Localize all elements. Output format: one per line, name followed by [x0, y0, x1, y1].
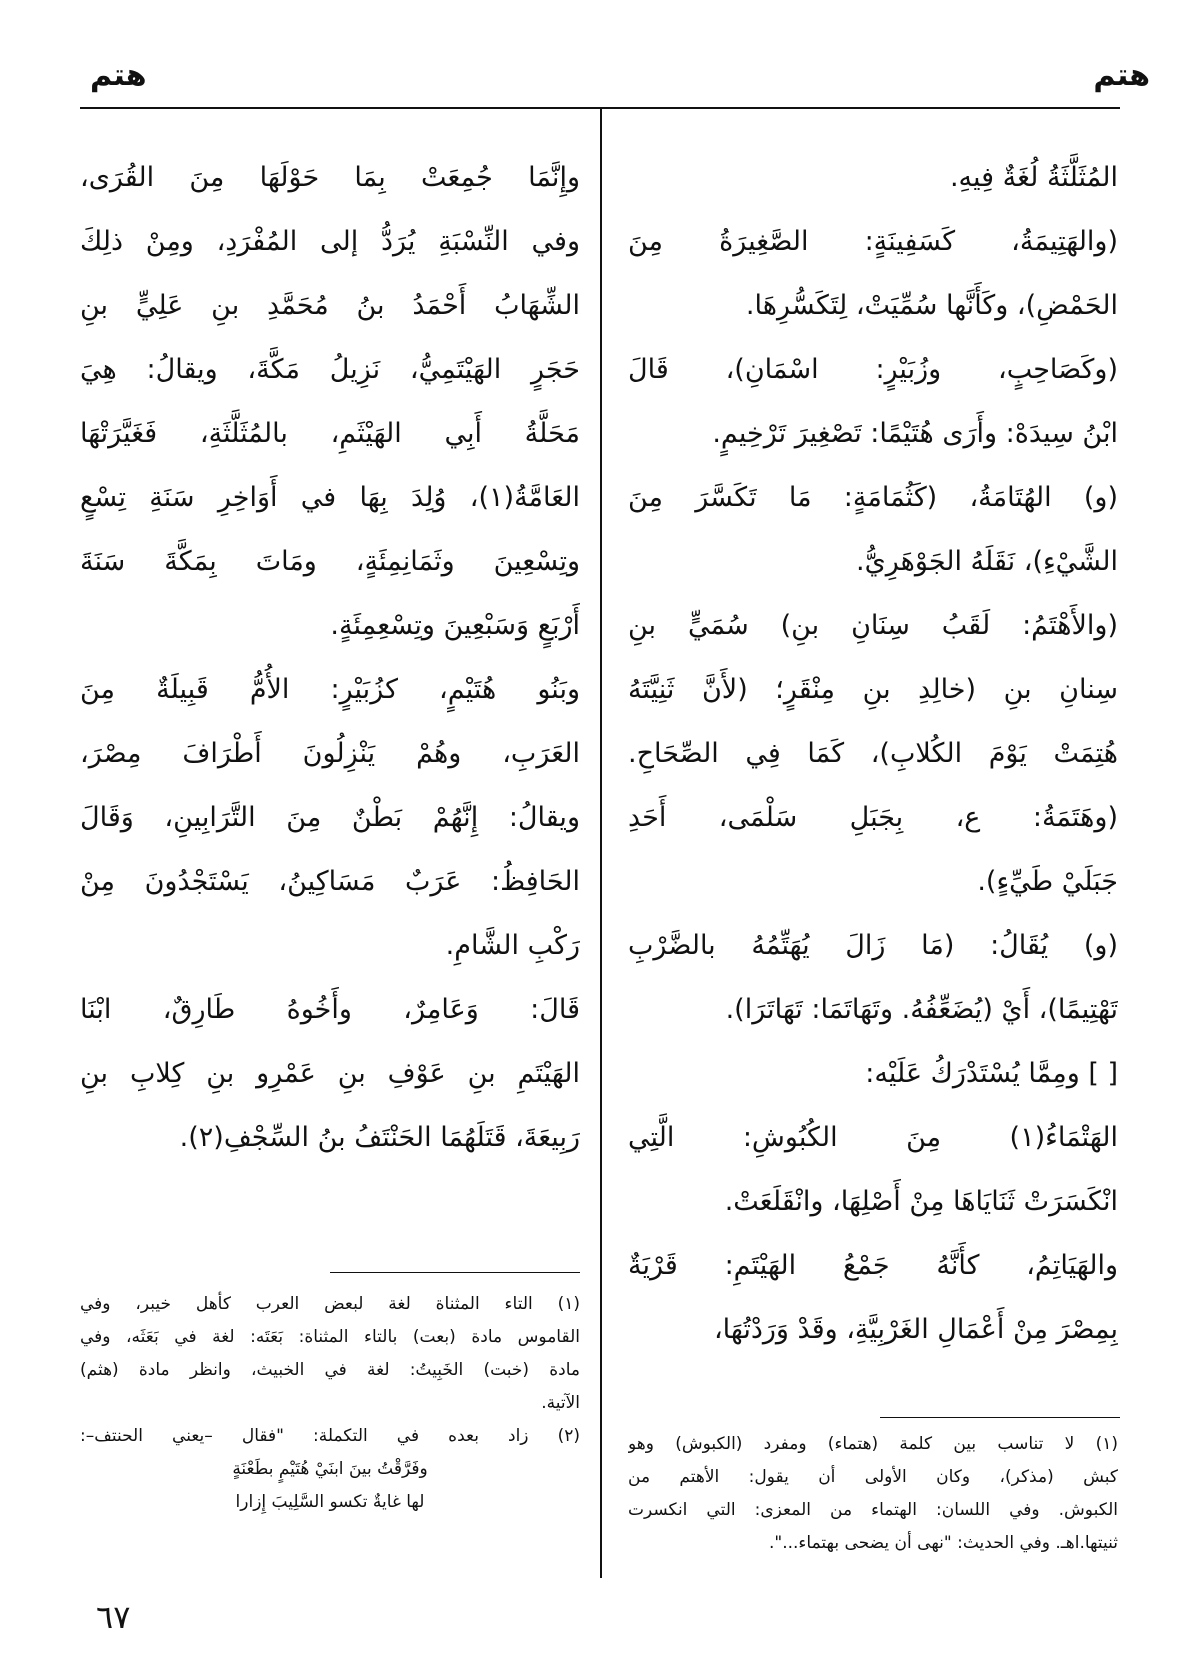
text-line: رَكْبِ الشَّامِ. [445, 930, 580, 961]
footnotes-right [628, 1428, 1118, 1560]
footnote-line: وفَرَّقْتُ بينَ ابنَيْ هُتَيْمٍ بطَعْنَةٍ [232, 1459, 428, 1479]
text-line: الحَافِظُ: عَرَبٌ مَسَاكِينُ، يَسْتَجْدُونَ مِنْ [80, 866, 580, 897]
footnote-rule-right [880, 1417, 1120, 1418]
page-number: ٦٧ [96, 1598, 131, 1636]
text-line: وفي النِّسْبَةِ يُرَدُّ إلى المُفْرَدِ، ومِنْ ذلِكَ [80, 226, 580, 257]
footnote-line: مادة (خبت) الخَبِيتُ: لغة في الخبيث، وانظر مادة (هثم) [80, 1360, 580, 1380]
text-line: (وهَتَمَةُ: ع، بِجَبَلِ سَلْمَى، أَحَدِ [628, 802, 1118, 833]
text-line: بِمِصْرَ مِنْ أَعْمَالِ الغَرْبِيَّةِ، وقَدْ وَرَدْتُهَا، [713, 1314, 1118, 1345]
text-line: سِنانِ بنِ (خالِدِ بنِ مِنْقَرٍ؛ (لأَنَّ ثَنِيَّتَهُ [628, 674, 1118, 705]
text-line: وتِسْعِينَ وثَمَانِمِئَةٍ، ومَاتَ بِمَكَّةَ سَنَةَ [80, 546, 580, 577]
text-line: ابْنُ سِيدَهْ: وأَرَى هُتَيْمًا: تَصْغِيرَ تَرْخِيمٍ. [712, 418, 1118, 449]
column-divider [600, 108, 602, 1578]
text-line: أَرْبَعٍ وَسَبْعِينَ وتِسْعِمِئَةٍ. [330, 610, 580, 641]
footnote-line: (١) لا تناسب بين كلمة (هتماء) ومفرد (الكبوش) وهو [628, 1434, 1118, 1454]
text-line: قَالَ: وَعَامِرٌ، وأَخُوهُ طَارِقٌ، ابْنَا [80, 994, 580, 1025]
footnote-line: كبش (مذكر)، وكان الأولى أن يقول: الأهتم من [628, 1467, 1118, 1487]
left-column [80, 146, 580, 1170]
text-line: تَهْتِيمًا)، أَيْ (يُضَعِّفُهُ. وتَهَاتَمَا: تَهَاتَرَا). [725, 994, 1118, 1025]
text-line: (و) الهُتَامَةُ، (كَثُمَامَةٍ: مَا تَكَسَّرَ مِنَ [628, 482, 1118, 513]
running-header-left: هتم [90, 58, 147, 93]
text-line: الهَيْتَمِ بنِ عَوْفِ بنِ عَمْرِو بنِ كِلابِ بنِ [80, 1058, 580, 1089]
text-line: انْكَسَرَتْ ثَنَايَاهَا مِنْ أَصْلِهَا، وانْقَلَعَتْ. [724, 1186, 1118, 1217]
footnotes-left [80, 1288, 580, 1519]
text-line: (وكَصَاحِبٍ، وزُبَيْرٍ: اسْمَانِ)، قَالَ [628, 354, 1118, 385]
text-line: وإِنَّمَا جُمِعَتْ بِمَا حَوْلَهَا مِنَ القُرَى، [80, 162, 580, 193]
right-column [628, 146, 1118, 1362]
text-line: ويقالُ: إِنَّهُمْ بَطْنٌ مِنَ التَّرَابِينِ، وَقَالَ [80, 802, 580, 833]
text-line: العَرَبِ، وهُمْ يَنْزِلُونَ أَطْرَافَ مِصْرَ، [80, 738, 580, 769]
text-line: حَجَرٍ الهَيْتَمِيُّ، نَزِيلُ مَكَّةَ، ويقالُ: هِيَ [80, 354, 580, 385]
text-line: الشَّيْءِ)، نَقَلَهُ الجَوْهَرِيُّ. [856, 546, 1118, 577]
footnote-line: (٢) زاد بعده في التكملة: "فقال –يعني الحنتف–: [80, 1426, 580, 1446]
footnote-line: لها غايةٌ تكسو السَّلِيبَ إِزارا [235, 1492, 425, 1512]
text-line: والهَيَاتِمُ، كأَنَّهُ جَمْعُ الهَيْتَمِ: قَرْيَةٌ [628, 1250, 1118, 1281]
footnote-line: الآتية. [541, 1393, 580, 1413]
text-line: (والهَتِيمَةُ، كَسَفِينَةٍ: الصَّغِيرَةُ مِنَ [628, 226, 1118, 257]
text-line: الحَمْضِ)، وكَأَنَّها سُمِّيَتْ، لِتَكَسُّرِهَا. [745, 290, 1118, 321]
footnote-line: ثنيتها.اهـ. وفي الحديث: "نهى أن يضحى بهتماء...". [768, 1533, 1118, 1553]
text-line: رَبِيعَةَ، قَتَلَهُمَا الحَنْتَفُ بنُ السِّجْفِ(٢). [179, 1122, 580, 1153]
text-line: الهَتْمَاءُ(١) مِنَ الكُبُوشِ: الَّتِي [628, 1122, 1118, 1153]
text-line: الشِّهَابُ أَحْمَدُ بنُ مُحَمَّدِ بنِ عَلِيٍّ بنِ [80, 290, 580, 321]
text-line: [ ] ومِمَّا يُسْتَدْرَكُ عَلَيْه: [865, 1058, 1118, 1089]
text-line: المُثَلَّثَةُ لُغَةٌ فِيهِ. [949, 162, 1118, 193]
text-line: (والأَهْتَمُ: لَقَبُ سِنَانِ بنِ) سُمَيٍّ بنِ [628, 610, 1118, 641]
text-line: (و) يُقَالُ: (مَا زَالَ يُهَتِّمُهُ بالضَّرْبِ [628, 930, 1118, 961]
text-line: جَبَلَيْ طَيِّءٍ). [977, 866, 1118, 897]
running-header-right: هتم [1093, 58, 1150, 93]
footnote-rule-left [330, 1272, 580, 1273]
text-line: هُتِمَتْ يَوْمَ الكُلابِ)، كَمَا فِي الصِّحَاحِ. [628, 738, 1118, 769]
footnote-line: القاموس مادة (بعت) بالتاء المثناة: بَعَتَه: لغة في بَعَثَه، وفي [80, 1327, 580, 1347]
footnote-line: الكبوش. وفي اللسان: الهتماء من المعزى: التي انكسرت [628, 1500, 1118, 1520]
footnote-line: (١) التاء المثناة لغة لبعض العرب كأهل خيبر، وفي [80, 1294, 580, 1314]
text-line: وبَنُو هُتَيْمٍ، كزُبَيْرٍ: الأُمُّ قَبِيلَةٌ مِنَ [80, 674, 580, 705]
text-line: العَامَّةُ(١)، وُلِدَ بِهَا في أَوَاخِرِ سَنَةِ تِسْعٍ [80, 482, 580, 513]
text-line: مَحَلَّةُ أَبِي الهَيْثَمِ، بالمُثَلَّثَةِ، فَغَيَّرَتْهَا [80, 418, 580, 449]
